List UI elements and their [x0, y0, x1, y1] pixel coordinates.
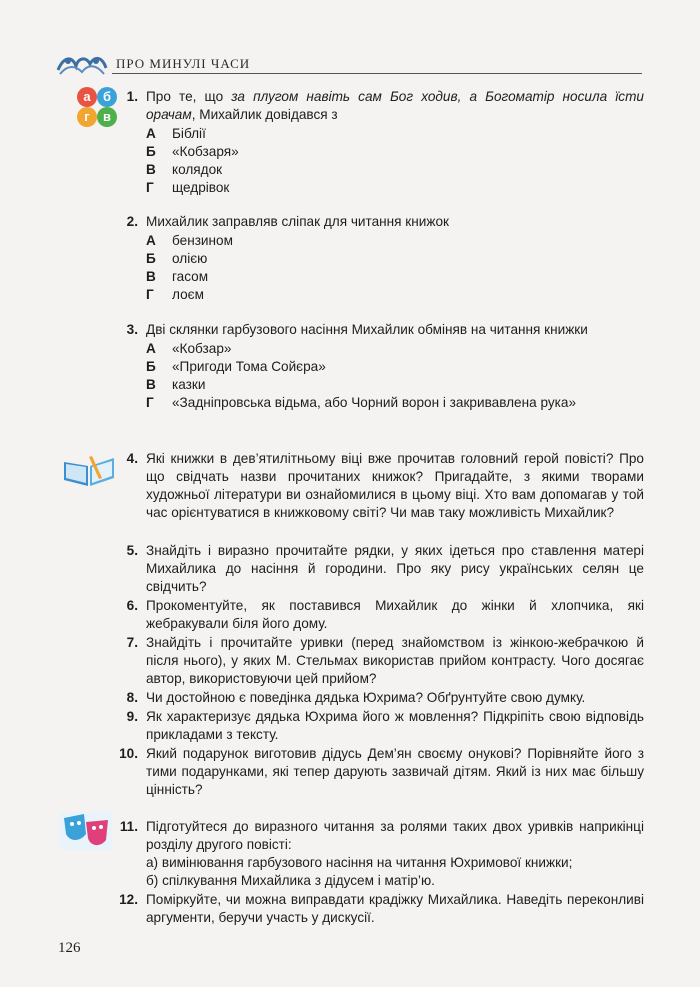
- answer-option: [146, 161, 644, 179]
- question-text-part: Про те, що: [146, 89, 232, 104]
- option-letter: В: [146, 162, 156, 177]
- question-text: [146, 818, 644, 890]
- question-text: Прокоментуйте, як поставився Михайлик до жінки й хлопчика, які жебракували біля його дому.: [146, 598, 644, 631]
- alphabet-letter: г: [84, 109, 90, 124]
- option-letter: Б: [146, 144, 156, 159]
- option-letter: Г: [146, 180, 154, 195]
- question-number: 4.: [126, 451, 138, 466]
- option-letter: А: [146, 341, 156, 356]
- question-text: Які книжки в дев’ятилітньому віці вже прочитав головний герой повісті? Про що свідчать назви прочитаних книжок? Пригадайте, з якими творами художньої літератури ви ознайомилися в цьому віці. Хто вам допомагав у той час орієнтуватися в книжковому світі? Чи мав таку можливість Михайлик?: [146, 451, 644, 520]
- option-letter: Б: [146, 251, 156, 266]
- header-title: ПРО МИНУЛІ ЧАСИ: [116, 56, 251, 71]
- answer-option: [146, 286, 644, 304]
- question-text: Який подарунок виготовив дідусь Дем’ян своєму онукові? Порівняйте його з тими подарунками, які тепер дарують зазвичай дітям. Який із них має більшу цінність?: [146, 746, 644, 797]
- option-text: гасом: [172, 269, 209, 284]
- question-text-part: , Михайлик довідався з: [191, 107, 338, 122]
- question-text-part: Михайлик заправляв сліпак для читання книжок: [146, 214, 449, 229]
- question-number: 9.: [126, 709, 138, 724]
- alphabet-letter: а: [83, 89, 91, 104]
- option-letter: В: [146, 377, 156, 392]
- question-number: 6.: [126, 598, 138, 613]
- option-text: лоєм: [172, 287, 204, 302]
- question-text: Як характеризує дядька Юхрима його ж мовлення? Підкріпіть свою відповідь прикладами з тексту.: [146, 709, 644, 742]
- answer-option: [146, 394, 644, 412]
- answer-option: [146, 250, 644, 268]
- question-number: 10.: [119, 746, 138, 761]
- question-text: Знайдіть і прочитайте уривки (перед знайомством із жінкою-жебрачкою й після нього), у яких М. Стельмах використав прийом контрасту. Чого досягає автор, використовуючи цей прийом?: [146, 635, 644, 686]
- question-text-part: Дві склянки гарбузового насіння Михайлик обміняв на читання книжки: [146, 322, 588, 337]
- option-text: казки: [172, 377, 206, 392]
- answer-option: [146, 179, 644, 197]
- question-text-part: Підготуйтеся до виразного читання за ролями таких двох уривків наприкінці розділу другого повісті:: [146, 819, 644, 852]
- option-text: «Кобзаря»: [172, 144, 239, 159]
- answer-option: [146, 143, 644, 161]
- answer-options: [146, 340, 644, 412]
- option-text: олією: [172, 251, 208, 266]
- option-letter: Г: [146, 287, 154, 302]
- question-number: 12.: [119, 892, 138, 907]
- question-text: [146, 321, 644, 412]
- question-number: 5.: [126, 543, 138, 558]
- option-text: бензином: [172, 233, 233, 248]
- question-number: 11.: [119, 819, 138, 834]
- answer-option: [146, 358, 644, 376]
- question-number: 1.: [126, 89, 138, 104]
- answer-options: [146, 232, 644, 304]
- option-letter: А: [146, 126, 156, 141]
- option-text: «Пригоди Тома Сойєра»: [172, 359, 326, 374]
- sub-item: а) вимінювання гарбузового насіння на читання Юхримової книжки;: [146, 855, 573, 870]
- question-number: 8.: [126, 690, 138, 705]
- question-text: [146, 88, 644, 197]
- question-quote: за плугом навіть сам Бог ходив, а Богоматір носила їсти орачам: [146, 89, 644, 122]
- question-number: 7.: [126, 635, 138, 650]
- ornament-icon: [56, 52, 108, 76]
- alphabet-letter: б: [102, 89, 112, 104]
- option-text: щедрівок: [172, 180, 230, 195]
- answer-options: [146, 125, 644, 197]
- option-text: «Задніпровська відьма, або Чорний ворон і закривавлена рука»: [172, 395, 577, 410]
- option-letter: Б: [146, 359, 156, 374]
- option-letter: Г: [146, 395, 154, 410]
- running-header: [56, 52, 642, 78]
- question-number: 2.: [126, 214, 138, 229]
- question-number: 3.: [126, 322, 138, 337]
- question-text: Чи достойною є поведінка дядька Юхрима? Обґрунтуйте свою думку.: [146, 690, 586, 705]
- option-letter: В: [146, 269, 156, 284]
- question-text: [146, 213, 644, 304]
- sub-item: б) спілкування Михайлика з дідусем і матір’ю.: [146, 873, 435, 888]
- option-letter: А: [146, 233, 156, 248]
- option-text: Біблії: [172, 126, 206, 141]
- option-text: «Кобзар»: [172, 341, 232, 356]
- question-text: Знайдіть і виразно прочитайте рядки, у яких ідеться про ставлення матері Михайлика до насіння й городини. Про яку рису українських селян це свідчить?: [146, 543, 644, 594]
- option-text: колядок: [172, 162, 223, 177]
- page-number: 126: [58, 940, 81, 956]
- answer-option: [146, 232, 644, 250]
- question-text: Поміркуйте, чи можна виправдати крадіжку Михайлика. Наведіть переконливі аргументи, беручи участь у дискусії.: [146, 892, 644, 925]
- header-rule: [112, 73, 642, 74]
- answer-option: [146, 268, 644, 286]
- alphabet-letter: в: [103, 109, 111, 124]
- answer-option: [146, 340, 644, 358]
- answer-option: [146, 125, 644, 143]
- answer-option: [146, 376, 644, 394]
